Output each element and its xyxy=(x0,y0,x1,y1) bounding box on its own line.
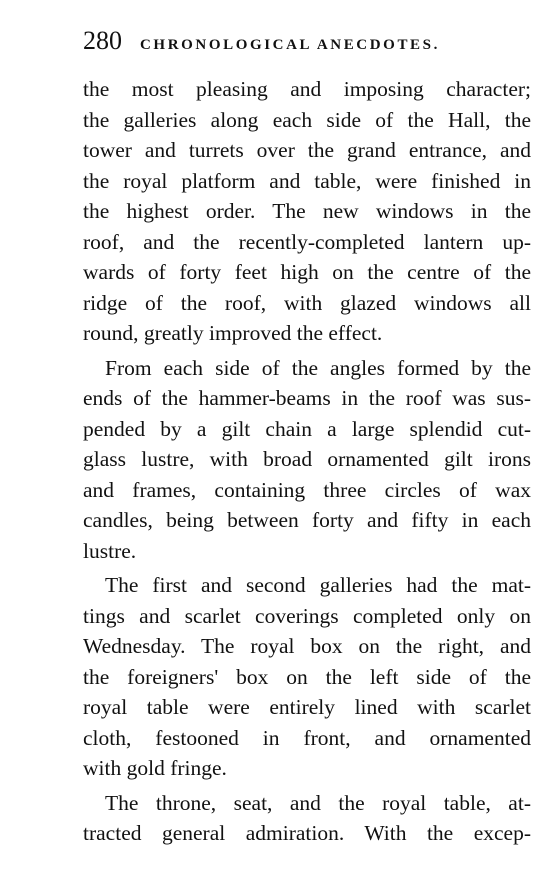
text-line: round, greatly improved the effect. xyxy=(83,321,383,345)
text-line: glass lustre, with broad ornamented gilt irons xyxy=(83,447,531,471)
paragraph xyxy=(83,570,531,784)
text-line: ends of the hammer-beams in the roof was sus- xyxy=(83,386,531,410)
text-line: the most pleasing and imposing character; xyxy=(83,77,531,101)
text-line: the galleries along each side of the Hall, the xyxy=(83,107,531,132)
text-line: The throne, seat, and the royal table, at- xyxy=(105,790,531,815)
paragraph xyxy=(83,74,531,349)
body-text xyxy=(83,74,531,849)
text-line: tracted general admiration. With the excep- xyxy=(83,821,531,845)
paragraph xyxy=(83,353,531,567)
text-line: ridge of the roof, with glazed windows all xyxy=(83,290,531,315)
text-line: candles, being between forty and fifty in each xyxy=(83,508,531,532)
text-line: royal table were entirely lined with scarlet xyxy=(83,695,531,719)
text-line: the foreigners' box on the left side of the xyxy=(83,664,531,689)
text-line: and frames, containing three circles of wax xyxy=(83,477,531,502)
page-header xyxy=(83,26,533,58)
page-number: 280 xyxy=(83,26,122,55)
paragraph xyxy=(83,788,531,849)
text-line: with gold fringe. xyxy=(83,756,227,780)
text-line: From each side of the angles formed by the xyxy=(105,355,531,380)
text-line: the royal platform and table, were finished in xyxy=(83,168,531,193)
text-line: tower and turrets over the grand entrance, and xyxy=(83,138,531,162)
text-line: wards of forty feet high on the centre of the xyxy=(83,260,531,284)
text-line: roof, and the recently-completed lantern up- xyxy=(83,229,531,254)
text-line: cloth, festooned in front, and ornamented xyxy=(83,725,531,750)
text-line: lustre. xyxy=(83,538,137,563)
text-line: tings and scarlet coverings completed only on xyxy=(83,603,531,628)
text-line: The first and second galleries had the mat- xyxy=(105,573,531,597)
running-head: CHRONOLOGICAL ANECDOTES. xyxy=(140,37,440,53)
text-line: the highest order. The new windows in the xyxy=(83,199,531,223)
text-line: pended by a gilt chain a large splendid cut- xyxy=(83,416,531,441)
text-line: Wednesday. The royal box on the right, and xyxy=(83,634,531,658)
